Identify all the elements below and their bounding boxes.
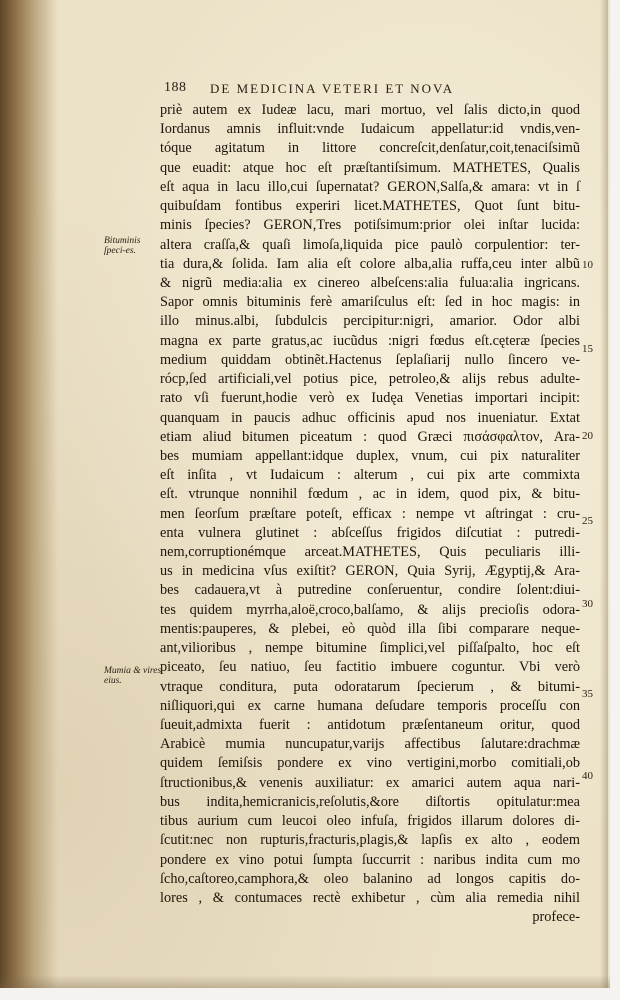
text-line: tibus aurium cum leucoi oleo infuſa, frigidos illarum dolores di- <box>160 813 580 830</box>
text-line: tóque agitatum in littore concreſcit,denſatur,coit,tenaciſsimũ <box>160 140 580 157</box>
text-line: men ſeorſum præſtare poteſt, efficax : nempe vt aſtringat : cru- <box>160 505 580 522</box>
page-number: 188 <box>164 80 187 95</box>
text-line: tes quidem myrrha,aloë,croco,balſamo, & alijs precioſis odora- <box>160 601 580 618</box>
text-line: niſliquori,qui ex carne humana deſudare temporis proceſſu con <box>160 697 580 714</box>
text-line: magna ex parte gratus,ac iucũdus :nigri fœdus eſt.cęteræ ſpecies <box>160 332 580 349</box>
text-line: rócp,ſed artificiali,vel potius pice, petroleo,& alijs rebus adulte- <box>160 371 580 388</box>
catchword: profece- <box>532 909 580 926</box>
text-line: pondere ex vino potui ſumpta ſuccurrit : naribus indita cum mo <box>160 851 580 868</box>
text-line: Iordanus amnis influit:vnde Iudaicum appellatur:id vndis,ven- <box>160 121 580 138</box>
text-line: lores , & contumaces rectè exhibetur , cùm alia remedia nihil <box>160 889 580 906</box>
text-line: ſtructionibus,& venenis auxiliatur: ex amarici autem aqua nari- <box>160 774 580 791</box>
body-text <box>160 101 580 927</box>
text-line: minis ſpecies? GERON,Tres potiſsimum:prior olei inſtar lucida: <box>160 217 580 234</box>
text-line: bus indita,hemicranicis,reſolutis,&ore diſtortis opitulatur:mea <box>160 793 580 810</box>
text-line: eſt aqua in lacu illo,cui ſupernatat? GERON,Salſa,& amara: vt in ſ <box>160 178 580 195</box>
running-head <box>164 80 544 100</box>
text-line: que euadit: atque hoc eſt præſtantiſsimum. MATHETES, Qualis <box>160 159 580 176</box>
line-number: 40 <box>582 770 593 782</box>
binding-gutter <box>0 0 58 988</box>
text-line: nem,corruptionémque arceat.MATHETES, Quis peculiaris illi- <box>160 544 580 561</box>
text-line: rato vſi fuerunt,hodie verò ex Iudęa Venetias importari incipit: <box>160 390 580 407</box>
text-line: Sapor omnis bituminis ferè amariſculus eſt: ſed in hoc magis: in <box>160 294 580 311</box>
text-line: piceato, ſeu natiuo, ſeu factitio imbuere coguntur. Vbi verò <box>160 659 580 676</box>
text-line: quidem ſemiſsis pondere ex vino vertigini,morbo comitiali,ob <box>160 755 580 772</box>
text-line: medium quiddam obtinẽt.Hactenus ſeplaſiarij nullo ſincero ve- <box>160 351 580 368</box>
line-number: 15 <box>582 343 593 355</box>
text-line: & nigrũ media:alia ex cinereo albeſcens:alia fulua:alia ingricans. <box>160 274 580 291</box>
marginal-note-bitumen-species: Bituminis ſpeci-es. <box>104 236 141 256</box>
text-line: ſcutit:nec non rupturis,fracturis,plagis,& lapſis ex alto , eodem <box>160 832 580 849</box>
running-title: DE MEDICINA VETERI ET NOVA <box>210 81 455 96</box>
text-line: bes mumiam appellant:idque duplex, vnum, cui pix naturaliter <box>160 447 580 464</box>
text-line: us in medicina vſus exiſtit? GERON, Quia Syrij, Ægyptij,& Ara- <box>160 563 580 580</box>
line-number: 10 <box>582 259 593 271</box>
text-line: etiam aliud bitumen piceatum : quod Græci πισάσφαλτον, Ara- <box>160 428 580 445</box>
text-line: illo minus.albi, ſubdulcis percipitur:nigri, amarior. Odor albi <box>160 313 580 330</box>
text-line: tia dura,& ſolida. Iam alia eſt colore alba,alia ruffa,ceu inter albũ <box>160 255 580 272</box>
text-line: quanquam in paucis adhuc officinis apud nos inueniatur. Extat <box>160 409 580 426</box>
text-line: ant,vilioribus , nempe bitumine ſimplici,vel piſſaſpalto, hoc eſt <box>160 640 580 657</box>
page-edge-shadow <box>600 0 608 988</box>
text-line: vtraque conditura, puta odoratarum ſpecierum , & bitumi- <box>160 678 580 695</box>
text-line: eſt inſita , vt Iudaicum : alterum , cui pix arte commixta <box>160 467 580 484</box>
text-line: quibuſdam fontibus experiri licet.MATHETES, Quot ſunt bitu- <box>160 198 580 215</box>
page-bottom-shadow <box>0 975 610 988</box>
line-number: 35 <box>582 688 593 700</box>
text-line: priè autem ex Iudeæ lacu, mari mortuo, vel ſalis dicto,in quod <box>160 102 580 118</box>
text-line: ſueuit,admixta fuerit : antidotum præſentaneum oritur, quod <box>160 717 580 733</box>
text-line: bes cadauera,vt à putredine conſeruentur, condire ſolent:diui- <box>160 582 580 599</box>
text-line: altera craſſa,& quaſi limoſa,liquida pice paulò corpulentior: ter- <box>160 236 580 253</box>
text-line: mentis:pauperes, & plebei, eò quòd illa ſibi comparare neque- <box>160 620 580 637</box>
text-line: Arabicè mumia nuncupatur,varijs affectibus ſalutare:drachmæ <box>160 736 580 753</box>
text-line: enta vulnera glutinet : abſceſſus frigidos diſcutiat : putredi- <box>160 524 580 541</box>
text-line: eſt. vtrunque nonnihil fœdum , ac in idem, quod pix, & bitu- <box>160 486 580 503</box>
line-number: 30 <box>582 598 593 610</box>
line-number: 20 <box>582 430 593 442</box>
line-number: 25 <box>582 515 593 527</box>
marginal-note-mumia: Mumia & vires eius. <box>104 666 162 686</box>
text-line: ſcho,caſtoreo,camphora,& oleo balanino ad longos capitis do- <box>160 870 580 887</box>
